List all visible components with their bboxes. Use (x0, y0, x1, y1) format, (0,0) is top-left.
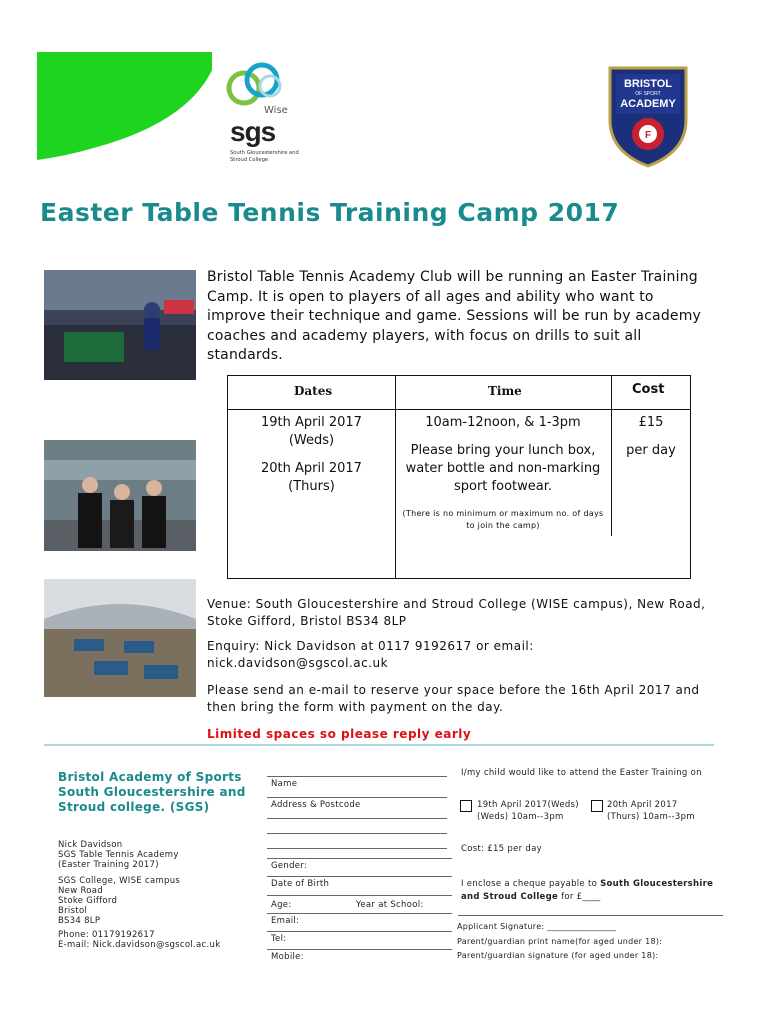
address-line: Bristol (58, 906, 88, 916)
svg-text:F: F (644, 130, 652, 141)
time-header: Time (488, 384, 522, 398)
option-19th-date: 19th April 2017(Weds) (477, 800, 579, 810)
intro-paragraph: Bristol Table Tennis Academy Club will be running an Easter Training Camp. It is open to players of all ages and ability who want to improve their technique and game. Sessions will be run by academy coaches and academy players, with focus on drills to suit all standards. (207, 269, 702, 363)
address-line-3[interactable] (267, 848, 447, 849)
option-20th-date: 20th April 2017 (607, 800, 678, 810)
address-field-label: Address & Postcode (271, 800, 361, 810)
dates-header: Dates (294, 384, 333, 398)
name-field-label: Name (271, 779, 298, 789)
name-field[interactable] (267, 797, 447, 798)
tel-field-label: Tel: (271, 934, 287, 944)
page-title: Easter Table Tennis Training Camp 2017 (40, 198, 620, 227)
sgs-logo (222, 60, 300, 180)
date-2-label: 20th April 2017 (261, 461, 362, 476)
name-line[interactable] (267, 776, 447, 777)
cheque-statement (461, 878, 721, 904)
svg-text:BRISTOL: BRISTOL (623, 78, 673, 90)
coaches-photo (44, 440, 196, 551)
parent-signature[interactable]: Parent/guardian signature (for aged under 18): (457, 951, 659, 960)
address-line-1[interactable] (267, 818, 447, 819)
sgs-wordmark: sgs (230, 116, 276, 147)
address-line: Stoke Gifford (58, 896, 118, 906)
attend-statement: I/my child would like to attend the Easter Training on (461, 768, 702, 778)
sgs-college-name: South Gloucestershire and Stroud College (230, 150, 299, 163)
email-line[interactable] (267, 913, 452, 914)
option-19th-time: (Weds) 10am--3pm (477, 812, 564, 822)
year-field-label: Year at School: (356, 900, 424, 910)
contact-name: Nick Davidson (58, 840, 123, 850)
venue-text: Venue: South Gloucestershire and Stroud College (WISE campus), New Road, Stoke Gifford, Bristol BS34 8LP (207, 597, 706, 628)
green-wave-graphic (37, 52, 212, 160)
svg-text:ACADEMY: ACADEMY (620, 98, 676, 110)
address-line: SGS College, WISE campus (58, 876, 181, 886)
contact-phone: Phone: 01179192617 (58, 930, 155, 940)
training-photo-1 (44, 270, 196, 380)
date-1-day: (Weds) (288, 433, 335, 448)
enquiry-text: Enquiry: Nick Davidson at 0117 9192617 or email: nick.davidson@sgscol.ac.uk (207, 639, 534, 670)
schedule-table (227, 375, 691, 579)
dob-field-label: Date of Birth (271, 879, 330, 889)
mobile-field-label: Mobile: (271, 952, 304, 962)
option-19th-checkbox[interactable] (460, 800, 472, 812)
bring-items: Please bring your lunch box, water bottle and non-marking sport footwear. (405, 443, 601, 494)
column-divider (395, 376, 396, 578)
cost-value: £15 (638, 415, 664, 430)
address-line: BS34 8LP (58, 916, 101, 926)
option-19th-label (477, 799, 579, 823)
section-divider (44, 744, 714, 746)
cheque-text: I enclose a cheque payable to (461, 879, 601, 889)
age-field-label: Age: (271, 900, 292, 910)
age-line[interactable] (267, 895, 452, 896)
gender-field-label: Gender: (271, 861, 308, 871)
academy-heading: Bristol Academy of Sports South Gloucestershire and Stroud college. (SGS) (58, 770, 246, 814)
option-20th-label (607, 799, 695, 823)
address-line-2[interactable] (267, 833, 447, 834)
form-cost: Cost: £15 per day (461, 844, 542, 854)
contact-email: E-mail: Nick.davidson@sgscol.ac.uk (58, 940, 221, 950)
reserve-text: Please send an e-mail to reserve your space before the 16th April 2017 and then bring the form with payment on the day. (207, 683, 700, 714)
sports-hall-photo (44, 579, 196, 697)
parent-print-name[interactable]: Parent/guardian print name(for aged under 18): (457, 937, 663, 946)
signature-divider (458, 915, 723, 916)
date-1 (228, 414, 395, 450)
contact-event: (Easter Training 2017) (58, 860, 159, 870)
address-line: New Road (58, 886, 103, 896)
cheque-payee: South Gloucestershire and Stroud College (461, 879, 714, 902)
sgs-wise-label: Wise (264, 105, 288, 116)
cost-header: Cost (632, 382, 665, 397)
dob-line[interactable] (267, 876, 452, 877)
time-value: 10am-12noon, & 1-3pm (425, 415, 581, 430)
tel-line[interactable] (267, 931, 452, 932)
cost-per: per day (626, 443, 676, 458)
email-field-label: Email: (271, 916, 300, 926)
address-block (58, 876, 180, 926)
mobile-line[interactable] (267, 949, 452, 950)
date-2 (228, 460, 395, 496)
option-20th-checkbox[interactable] (591, 800, 603, 812)
svg-text:OF SPORT: OF SPORT (635, 91, 661, 97)
limited-spaces-notice: Limited spaces so please reply early (207, 727, 472, 741)
date-1-label: 19th April 2017 (261, 415, 362, 430)
contact-details (58, 930, 220, 950)
date-2-day: (Thurs) (288, 479, 335, 494)
days-note: (There is no minimum or maximum no. of days to join the camp) (402, 509, 604, 530)
contact-role: SGS Table Tennis Academy (58, 850, 179, 860)
option-20th-time: (Thurs) 10am--3pm (607, 812, 695, 822)
cheque-amount: for £____ (558, 892, 601, 902)
gender-line[interactable] (267, 858, 452, 859)
applicant-signature[interactable]: Applicant Signature: ________________ (457, 922, 617, 931)
bristol-academy-crest (606, 62, 690, 168)
contact-block (58, 840, 179, 870)
